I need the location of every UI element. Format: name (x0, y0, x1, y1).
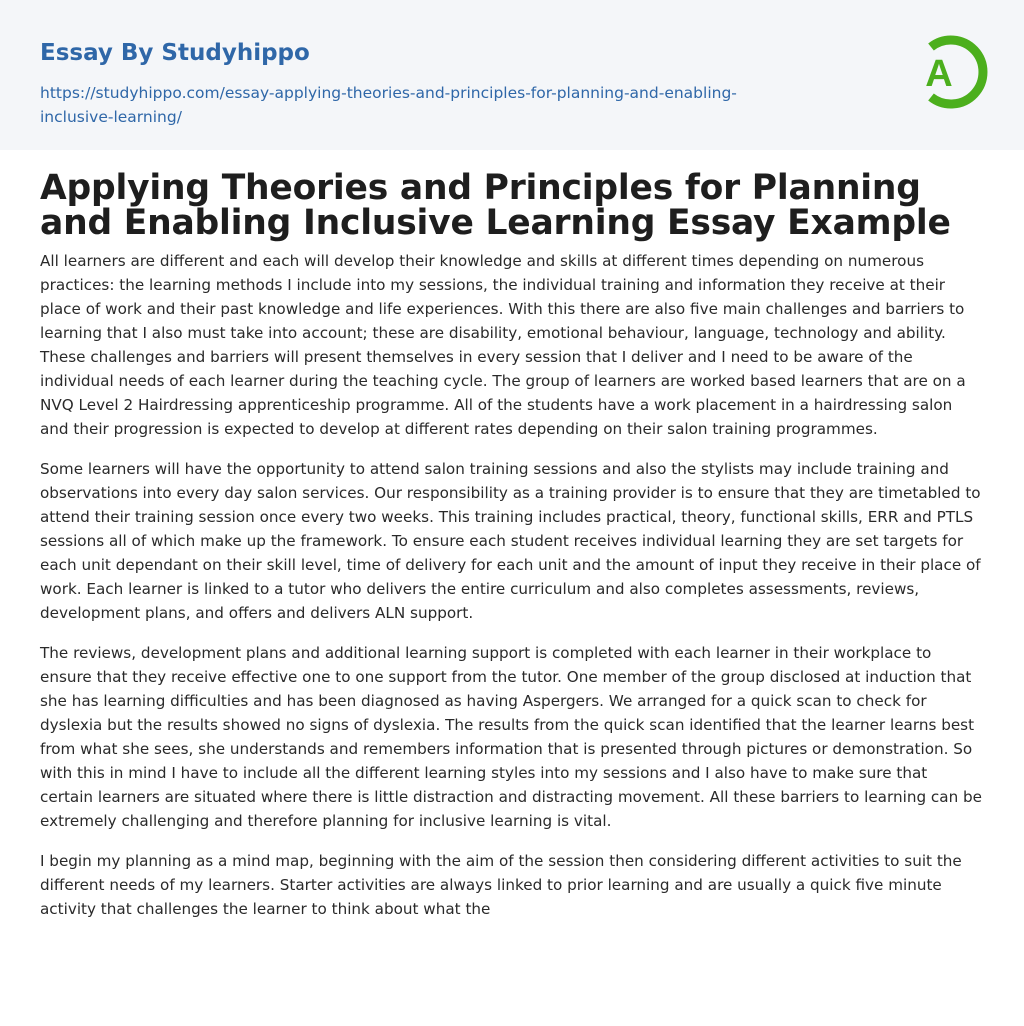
essay-paragraph: I begin my planning as a mind map, beginning with the aim of the session then considering different activities to suit the different needs of my learners. Starter activities are always linked to prior learning and are usually a quick five minute activity that challenges the learner to think about what the (40, 852, 962, 918)
site-brand[interactable]: Essay By Studyhippo (40, 40, 310, 66)
logo-letter: A (925, 53, 953, 95)
essay-url-link[interactable]: https://studyhippo.com/essay-applying-theories-and-principles-for-planning-and-enabling-inclusive-learning/ (40, 84, 737, 126)
site-header (0, 0, 1024, 150)
studyhippo-logo-icon[interactable] (908, 28, 988, 116)
essay-body (40, 249, 985, 937)
essay-paragraph: The reviews, development plans and additional learning support is completed with each learner in their workplace to ensure that they receive effective one to one support from the tutor. One member of the group disclosed at induction that she has learning difficulties and has been diagnosed as having Aspergers. We arranged for a quick scan to check for dyslexia but the results showed no signs of dyslexia. The results from the quick scan identified that the learner learns best from what she sees, she understands and remembers information that is presented through pictures or demonstration. So with this in mind I have to include all the different learning styles into my sessions and I also have to make sure that certain learners are situated where there is little distraction and distracting movement. All these barriers to learning can be extremely challenging and therefore planning for inclusive learning is vital. (40, 644, 983, 830)
essay-paragraph: Some learners will have the opportunity to attend salon training sessions and also the stylists may include training and observations into every day salon services. Our responsibility as a training provider is to ensure that they are timetabled to attend their training session once every two weeks. This training includes practical, theory, functional skills, ERR and PTLS sessions all of which make up the framework. To ensure each student receives individual learning they are set targets for each unit dependant on their skill level, time of delivery for each unit and the amount of input they receive in their place of work. Each learner is linked to a tutor who delivers the entire curriculum and also completes assessments, reviews, development plans, and offers and delivers ALN support. (40, 460, 981, 622)
essay-title: Applying Theories and Principles for Planning and Enabling Inclusive Learning Essay Example (40, 168, 951, 243)
essay-paragraph: All learners are different and each will develop their knowledge and skills at different times depending on numerous practices: the learning methods I include into my sessions, the individual training and information they receive at their place of work and their past knowledge and life experiences. With this there are also five main challenges and barriers to learning that I also must take into account; these are disability, emotional behaviour, language, technology and ability. These challenges and barriers will present themselves in every session that I deliver and I need to be aware of the individual needs of each learner during the teaching cycle. The group of learners are worked based learners that are on a NVQ Level 2 Hairdressing apprenticeship programme. All of the students have a work placement in a hairdressing salon and their progression is expected to develop at different rates depending on their salon training programmes. (40, 252, 966, 438)
